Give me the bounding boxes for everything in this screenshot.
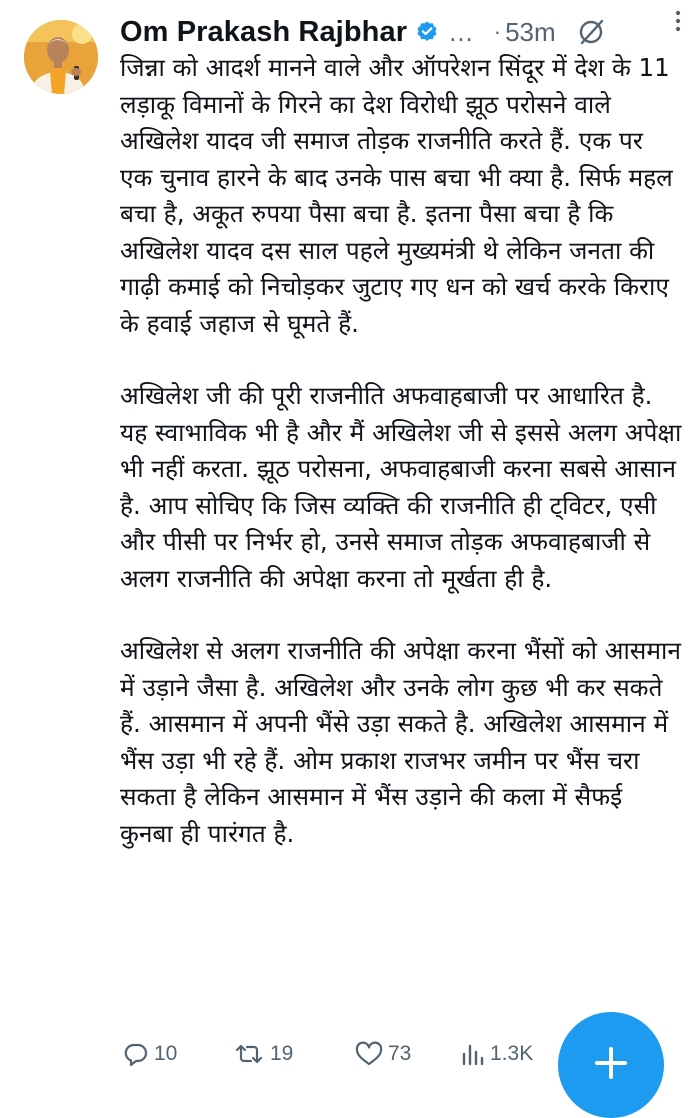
grok-icon[interactable] xyxy=(576,17,606,47)
tweet-timestamp[interactable]: 53m xyxy=(505,16,556,47)
tweet-paragraph-2: अखिलेश जी की पूरी राजनीति अफवाहबाजी पर आधारित है. यह स्वाभाविक भी है और मैं अखिलेश जी से इससे अलग अपेक्षा भी नहीं करता. झूठ परोसना, अफवाहबाजी करना सबसे आसान है. आप सोचिए कि जिस व्यक्ति की राजनीति ही ट्विटर, एसी और पीसी पर निर्भर हो, उनसे समाज तोड़क अफवाहबाजी से अलग राजनीति की अपेक्षा करना तो मूर्खता ही है. xyxy=(120,381,682,593)
tweet-text xyxy=(120,50,682,888)
like-count: 73 xyxy=(388,1042,412,1065)
profile-photo xyxy=(24,20,98,94)
views-count: 1.3K xyxy=(490,1042,534,1065)
repost-button[interactable] xyxy=(232,1034,293,1074)
reply-icon xyxy=(122,1040,150,1068)
like-button[interactable] xyxy=(354,1034,411,1074)
reply-button[interactable] xyxy=(122,1034,177,1074)
reply-count: 10 xyxy=(154,1042,178,1065)
repost-icon xyxy=(232,1040,266,1068)
heart-icon xyxy=(354,1040,384,1068)
header-separator: · xyxy=(493,19,502,44)
author-name[interactable]: Om Prakash Rajbhar xyxy=(120,15,408,48)
repost-count: 19 xyxy=(270,1042,294,1065)
verified-badge-icon[interactable] xyxy=(415,20,439,44)
views-bar-chart-icon xyxy=(460,1040,486,1068)
tweet-header xyxy=(120,12,680,52)
avatar[interactable] xyxy=(24,20,98,94)
more-vertical-icon[interactable] xyxy=(666,8,690,34)
compose-button[interactable] xyxy=(558,1012,664,1118)
views-button[interactable] xyxy=(460,1034,533,1074)
name-overflow-ellipsis: ... xyxy=(449,16,474,47)
tweet-paragraph-1: जिन्ना को आदर्श मानने वाले और ऑपरेशन सिंदूर में देश के 11 लड़ाकू विमानों के गिरने का देश विरोधी झूठ परोसने वाले अखिलेश यादव जी समाज तोड़क राजनीति करते हैं. एक पर एक चुनाव हारने के बाद उनके पास बचा भी क्या है. सिर्फ महल बचा है, अकूत रुपया पैसा बचा है. इतना पैसा बचा है कि अखिलेश यादव दस साल पहले मुख्यमंत्री थे लेकिन जनता की गाढ़ी कमाई को निचोड़कर जुटाए गए धन को खर्च करके किराए के हवाई जहाज से घूमते हैं. xyxy=(120,53,673,338)
plus-icon xyxy=(592,1044,630,1082)
tweet-action-bar xyxy=(120,1034,560,1074)
tweet-paragraph-3: अखिलेश से अलग राजनीति की अपेक्षा करना भैंसों को आसमान में उड़ाने जैसा है. अखिलेश और उनके लोग कुछ भी कर सकते हैं. आसमान में अपनी भैंसे उड़ा सकते है. अखिलेश आसमान में भैंस उड़ा भी रहे हैं. ओम प्रकाश राजभर जमीन पर भैंस चरा सकता है लेकिन आसमान में भैंस उड़ाने की कला में सैफई कुनबा ही पारंगत है. xyxy=(120,636,681,848)
